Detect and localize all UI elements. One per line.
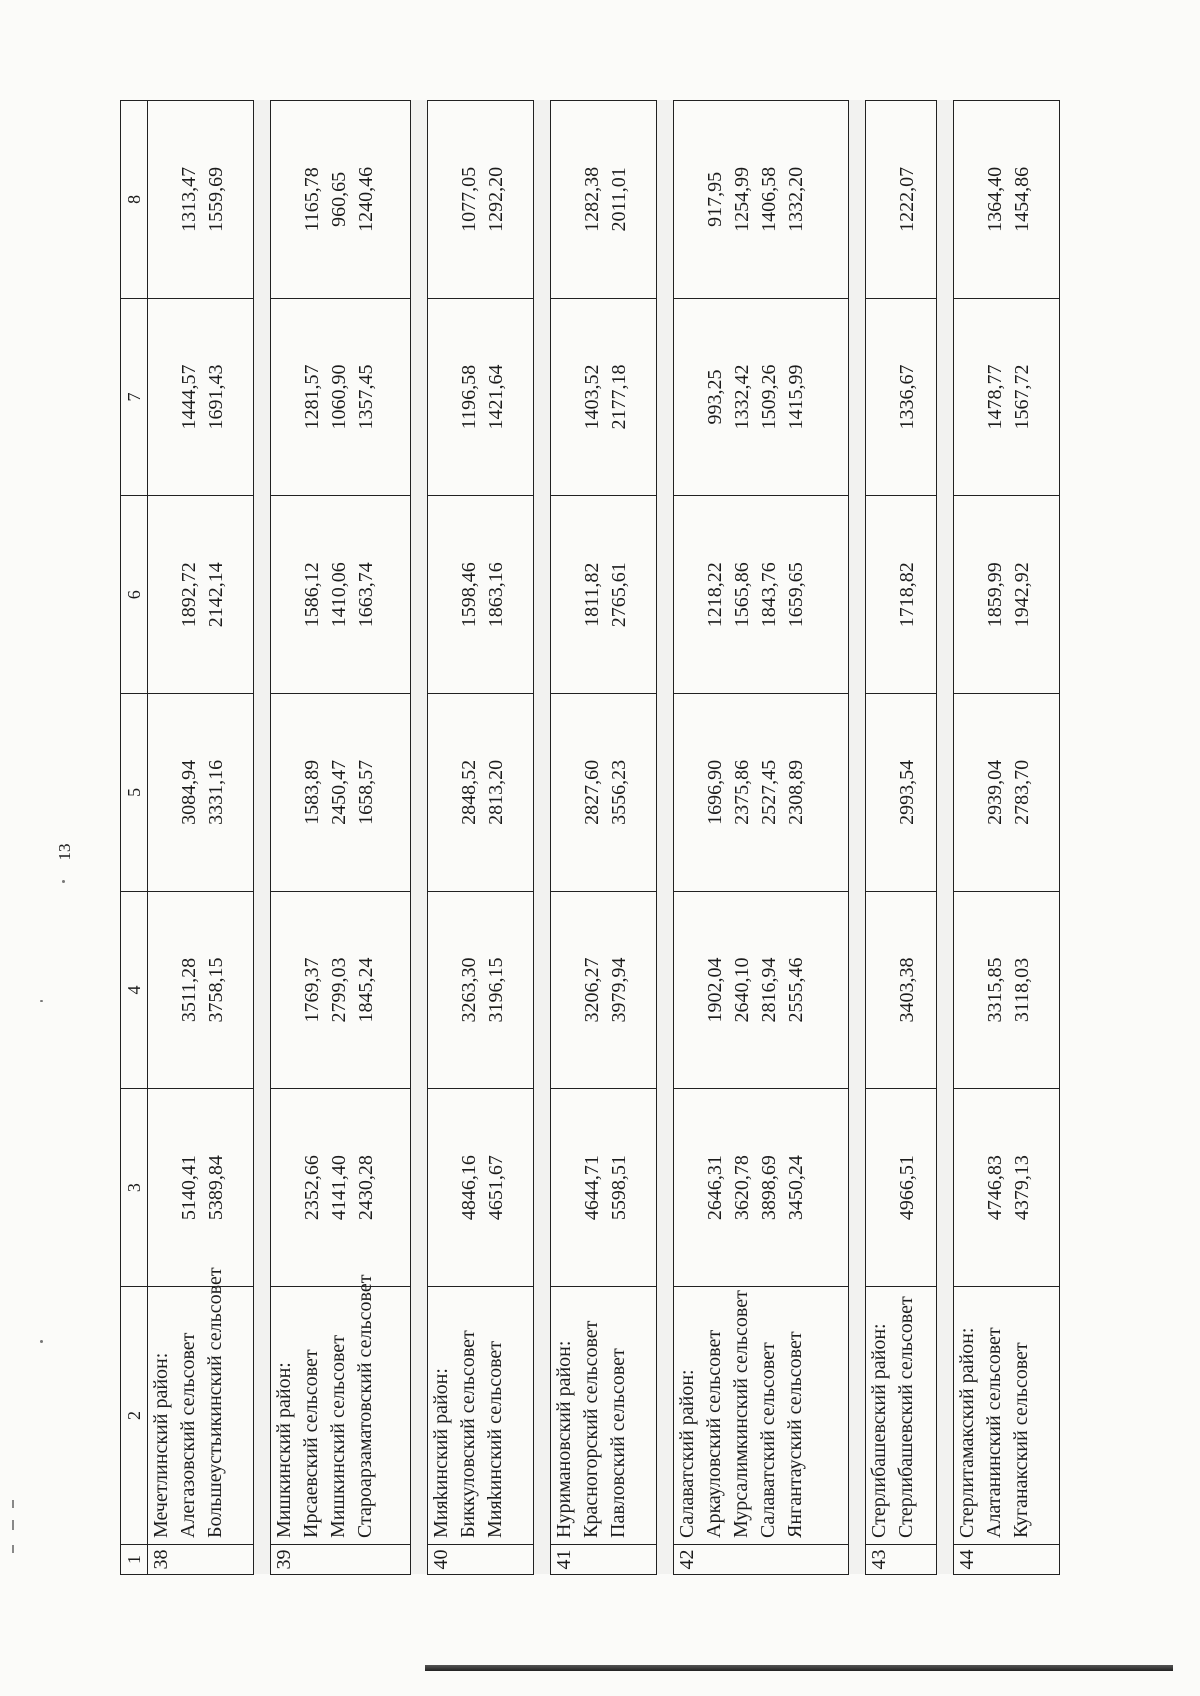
column-header: 3 bbox=[121, 1089, 148, 1287]
column-header: 4 bbox=[121, 891, 148, 1089]
settlement-name: Биккуловский сельсовет bbox=[457, 1330, 480, 1538]
value: 2765,61 bbox=[608, 562, 631, 628]
value: 4141,40 bbox=[327, 1155, 350, 1221]
name-cell bbox=[428, 1287, 534, 1545]
value: 1364,40 bbox=[984, 166, 1007, 232]
column-header: 7 bbox=[121, 298, 148, 496]
value: 1586,12 bbox=[300, 562, 323, 628]
value-cell-c3 bbox=[428, 1089, 534, 1287]
value: 1406,58 bbox=[757, 166, 780, 232]
value-cell-c4 bbox=[673, 891, 848, 1089]
value: 1282,38 bbox=[581, 166, 604, 232]
separator-cell bbox=[411, 101, 428, 1575]
value: 2783,70 bbox=[1011, 759, 1034, 825]
scan-edge-mark bbox=[12, 1520, 14, 1530]
row-number: 38 bbox=[148, 1545, 254, 1575]
value: 1478,77 bbox=[984, 364, 1007, 430]
row-number: 41 bbox=[551, 1545, 657, 1575]
settlement-name: Аркауловский сельсовет bbox=[702, 1329, 725, 1538]
value: 2450,47 bbox=[327, 759, 350, 825]
value: 1336,67 bbox=[895, 364, 918, 430]
tariff-table bbox=[120, 100, 1060, 1575]
value: 4379,13 bbox=[1011, 1155, 1034, 1221]
value-cell-c8 bbox=[865, 101, 936, 299]
value: 2430,28 bbox=[354, 1155, 377, 1221]
district-name: Мишкинский район: bbox=[272, 1362, 295, 1538]
name-cell bbox=[148, 1267, 254, 1545]
separator-cell bbox=[253, 101, 270, 1575]
column-header: 2 bbox=[121, 1287, 148, 1545]
value-cell-c3 bbox=[865, 1089, 936, 1287]
settlement-name: Павловский сельсовет bbox=[607, 1348, 630, 1538]
value: 1292,20 bbox=[485, 166, 508, 232]
value-cell-c6 bbox=[148, 496, 254, 694]
district-name: Стерлибашевский район: bbox=[867, 1323, 890, 1538]
row-number: 39 bbox=[270, 1545, 410, 1575]
value: 1444,57 bbox=[178, 364, 200, 430]
value: 1845,24 bbox=[354, 957, 377, 1023]
value-cell-c4 bbox=[148, 891, 254, 1089]
value: 3979,94 bbox=[608, 957, 631, 1023]
value-cell-c4 bbox=[428, 891, 534, 1089]
settlement-name: Куганакский сельсовет bbox=[1010, 1342, 1033, 1538]
value: 2939,04 bbox=[984, 759, 1007, 825]
scan-speck bbox=[62, 880, 65, 883]
value: 4644,71 bbox=[581, 1155, 604, 1221]
settlement-name: Мишкинский сельсовет bbox=[326, 1335, 349, 1538]
value: 1942,92 bbox=[1011, 562, 1034, 628]
value-cell-c8 bbox=[551, 101, 657, 299]
value: 1240,46 bbox=[354, 166, 377, 232]
value-cell-c6 bbox=[428, 496, 534, 694]
value: 2816,94 bbox=[757, 957, 780, 1023]
value: 2352,66 bbox=[300, 1155, 323, 1221]
value: 4651,67 bbox=[485, 1155, 508, 1221]
value: 3556,23 bbox=[608, 759, 631, 825]
value: 3620,78 bbox=[730, 1155, 753, 1221]
value-cell-c7 bbox=[551, 298, 657, 496]
value: 3758,15 bbox=[205, 957, 227, 1023]
separator-cell bbox=[534, 101, 551, 1575]
group-separator bbox=[411, 101, 428, 1575]
value: 3511,28 bbox=[178, 957, 200, 1023]
value: 1357,45 bbox=[354, 364, 377, 430]
header-row bbox=[121, 101, 148, 1575]
value-cell-c3 bbox=[673, 1089, 848, 1287]
value: 5598,51 bbox=[608, 1155, 631, 1221]
table-row bbox=[865, 101, 936, 1575]
settlement-name: Алегазовский сельсовет bbox=[177, 1332, 199, 1538]
district-name: Мияkинский район: bbox=[430, 1368, 453, 1538]
district-name: Салаватский район: bbox=[675, 1369, 698, 1538]
value-cell-c5 bbox=[865, 694, 936, 892]
value-cell-c5 bbox=[551, 694, 657, 892]
value: 3403,38 bbox=[895, 957, 918, 1023]
district-name: Нуримановский район: bbox=[553, 1340, 576, 1538]
group-separator bbox=[534, 101, 551, 1575]
value: 1060,90 bbox=[327, 364, 350, 430]
value: 3206,27 bbox=[581, 957, 604, 1023]
group-separator bbox=[848, 101, 865, 1575]
separator-cell bbox=[848, 101, 865, 1575]
column-header: 8 bbox=[121, 101, 148, 299]
value: 2308,89 bbox=[784, 759, 807, 825]
value: 1332,20 bbox=[784, 166, 807, 232]
value: 1509,26 bbox=[757, 364, 780, 430]
settlement-name: Стерлибашевский сельсовет bbox=[894, 1296, 917, 1538]
name-cell bbox=[865, 1287, 936, 1545]
rotated-table-container bbox=[120, 100, 1060, 1575]
value: 960,65 bbox=[327, 171, 350, 227]
value: 917,95 bbox=[703, 171, 726, 227]
value-cell-c6 bbox=[673, 496, 848, 694]
value-cell-c7 bbox=[954, 298, 1060, 496]
value-cell-c5 bbox=[428, 694, 534, 892]
value: 1843,76 bbox=[757, 562, 780, 628]
settlement-name: Янгантауский сельсовет bbox=[783, 1331, 806, 1538]
value: 1863,16 bbox=[485, 562, 508, 628]
scan-speck bbox=[40, 1340, 43, 1343]
value: 1218,22 bbox=[703, 562, 726, 628]
value-cell-c3 bbox=[954, 1089, 1060, 1287]
column-header: 6 bbox=[121, 496, 148, 694]
value: 1332,42 bbox=[730, 364, 753, 430]
value: 1696,90 bbox=[703, 759, 726, 825]
value: 1313,47 bbox=[178, 166, 200, 232]
value-cell-c3 bbox=[148, 1089, 254, 1287]
value: 2177,18 bbox=[608, 364, 631, 430]
value: 2799,03 bbox=[327, 957, 350, 1023]
table-row bbox=[148, 101, 254, 1575]
value: 3263,30 bbox=[458, 957, 481, 1023]
value: 1559,69 bbox=[205, 166, 227, 232]
value: 3331,16 bbox=[205, 759, 227, 825]
row-number: 44 bbox=[954, 1545, 1060, 1575]
value-cell-c6 bbox=[551, 496, 657, 694]
value-cell-c8 bbox=[954, 101, 1060, 299]
value-cell-c4 bbox=[954, 891, 1060, 1089]
value: 3898,69 bbox=[757, 1155, 780, 1221]
value: 3450,24 bbox=[784, 1155, 807, 1221]
value: 4846,16 bbox=[458, 1155, 481, 1221]
value-cell-c4 bbox=[270, 891, 410, 1089]
name-cell bbox=[954, 1287, 1060, 1545]
table-body bbox=[148, 101, 1060, 1575]
value: 3196,15 bbox=[485, 957, 508, 1023]
value: 3315,85 bbox=[984, 957, 1007, 1023]
district-name: Стерлитамакский район: bbox=[956, 1327, 979, 1538]
value-cell-c6 bbox=[865, 496, 936, 694]
value-cell-c7 bbox=[148, 298, 254, 496]
value-cell-c4 bbox=[865, 891, 936, 1089]
value: 1811,82 bbox=[581, 562, 604, 627]
settlement-name: Алатанинский сельсовет bbox=[983, 1327, 1006, 1538]
value: 1691,43 bbox=[205, 364, 227, 430]
settlement-name: Ирсаевский сельсовет bbox=[299, 1349, 322, 1538]
column-header: 1 bbox=[121, 1545, 148, 1575]
value: 2993,54 bbox=[895, 759, 918, 825]
name-cell bbox=[673, 1287, 848, 1545]
value-cell-c5 bbox=[954, 694, 1060, 892]
separator-cell bbox=[937, 101, 954, 1575]
separator-cell bbox=[656, 101, 673, 1575]
settlement-name: Мурсалимкинский сельсовет bbox=[729, 1290, 752, 1538]
settlement-name: Салаватский сельсовет bbox=[756, 1342, 779, 1538]
value: 2827,60 bbox=[581, 759, 604, 825]
value: 1718,82 bbox=[895, 562, 918, 628]
value: 1769,37 bbox=[300, 957, 323, 1023]
scan-speck bbox=[40, 1000, 43, 1002]
value: 2375,86 bbox=[730, 759, 753, 825]
value-cell-c8 bbox=[148, 101, 254, 299]
value-cell-c7 bbox=[865, 298, 936, 496]
value: 2813,20 bbox=[485, 759, 508, 825]
settlement-name: Красногорский сельсовет bbox=[580, 1320, 603, 1538]
page-number: 13 bbox=[55, 843, 74, 861]
value-cell-c8 bbox=[673, 101, 848, 299]
value-cell-c5 bbox=[148, 694, 254, 892]
value: 1165,78 bbox=[300, 167, 323, 232]
settlement-name: Большеустьикинский сельсовет bbox=[204, 1267, 226, 1538]
value: 4966,51 bbox=[895, 1155, 918, 1221]
value: 1421,64 bbox=[485, 364, 508, 430]
table-row bbox=[270, 101, 410, 1575]
value: 1583,89 bbox=[300, 759, 323, 825]
row-number: 42 bbox=[673, 1545, 848, 1575]
value: 5389,84 bbox=[205, 1155, 227, 1221]
value: 1222,07 bbox=[895, 166, 918, 232]
value: 1454,86 bbox=[1011, 166, 1034, 232]
scan-edge-mark bbox=[12, 1545, 14, 1553]
value: 1403,52 bbox=[581, 364, 604, 430]
group-separator bbox=[937, 101, 954, 1575]
group-separator bbox=[656, 101, 673, 1575]
value: 5140,41 bbox=[178, 1155, 200, 1221]
value-cell-c5 bbox=[673, 694, 848, 892]
value-cell-c5 bbox=[270, 694, 410, 892]
value: 1281,57 bbox=[300, 364, 323, 430]
value: 1598,46 bbox=[458, 562, 481, 628]
table-row bbox=[551, 101, 657, 1575]
value: 2142,14 bbox=[205, 562, 227, 628]
value: 993,25 bbox=[703, 369, 726, 425]
value: 3084,94 bbox=[178, 759, 200, 825]
value: 1902,04 bbox=[703, 957, 726, 1023]
settlement-name: Староарзаматовский сельсовет bbox=[353, 1274, 376, 1538]
value: 1415,99 bbox=[784, 364, 807, 430]
value: 3118,03 bbox=[1011, 957, 1034, 1023]
group-separator bbox=[253, 101, 270, 1575]
column-header: 5 bbox=[121, 694, 148, 892]
value: 1659,65 bbox=[784, 562, 807, 628]
value-cell-c7 bbox=[270, 298, 410, 496]
value: 1565,86 bbox=[730, 562, 753, 628]
value-cell-c8 bbox=[270, 101, 410, 299]
value: 1254,99 bbox=[730, 166, 753, 232]
value: 2848,52 bbox=[458, 759, 481, 825]
value: 1410,06 bbox=[327, 562, 350, 628]
district-name: Мечетлинский район: bbox=[150, 1352, 172, 1538]
value-cell-c3 bbox=[551, 1089, 657, 1287]
value: 2640,10 bbox=[730, 957, 753, 1023]
value: 1077,05 bbox=[458, 166, 481, 232]
value-cell-c6 bbox=[270, 496, 410, 694]
settlement-name: Мияkинский сельсовет bbox=[484, 1340, 507, 1538]
table-row bbox=[954, 101, 1060, 1575]
bottom-scan-rule bbox=[425, 1665, 1173, 1671]
value: 2555,46 bbox=[784, 957, 807, 1023]
value: 1658,57 bbox=[354, 759, 377, 825]
value-cell-c8 bbox=[428, 101, 534, 299]
row-number: 40 bbox=[428, 1545, 534, 1575]
value-cell-c6 bbox=[954, 496, 1060, 694]
value-cell-c4 bbox=[551, 891, 657, 1089]
value: 2011,01 bbox=[608, 167, 631, 232]
name-cell bbox=[270, 1274, 410, 1545]
row-number: 43 bbox=[865, 1545, 936, 1575]
value: 1196,58 bbox=[458, 364, 481, 430]
value: 1892,72 bbox=[178, 562, 200, 628]
value-cell-c7 bbox=[428, 298, 534, 496]
value: 4746,83 bbox=[984, 1155, 1007, 1221]
value: 1859,99 bbox=[984, 562, 1007, 628]
table-row bbox=[673, 101, 848, 1575]
value: 1663,74 bbox=[354, 562, 377, 628]
value-cell-c7 bbox=[673, 298, 848, 496]
scan-edge-mark bbox=[12, 1500, 14, 1508]
value: 2527,45 bbox=[757, 759, 780, 825]
value-cell-c3 bbox=[270, 1089, 410, 1287]
value: 1567,72 bbox=[1011, 364, 1034, 430]
table-row bbox=[428, 101, 534, 1575]
name-cell bbox=[551, 1287, 657, 1545]
value: 2646,31 bbox=[703, 1155, 726, 1221]
